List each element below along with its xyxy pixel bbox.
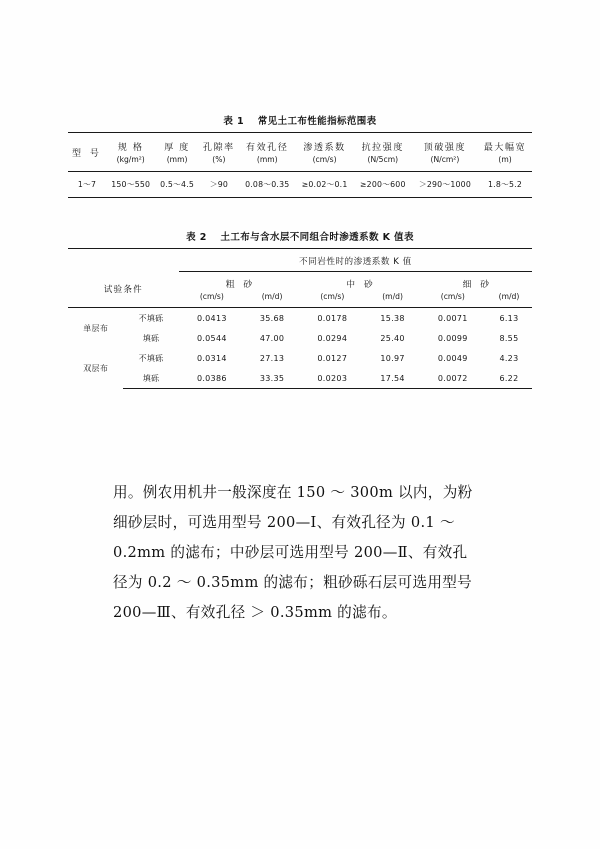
table2-unit-coarse-md: (m/d) bbox=[261, 292, 283, 301]
table1-cell-spec: 150～550 bbox=[106, 172, 156, 198]
table1-cell-pore-size: 0.08～0.35 bbox=[239, 172, 295, 198]
table1-block bbox=[68, 113, 532, 198]
table2-cell: 0.0314 bbox=[196, 353, 227, 363]
table1-header-permeability: 渗透系数 bbox=[295, 133, 353, 155]
table2-unit-medium-md: (m/d) bbox=[382, 292, 403, 301]
table2-cell: 0.0203 bbox=[299, 368, 365, 389]
table-row bbox=[68, 308, 532, 329]
table2-cell: 33.35 bbox=[245, 368, 299, 389]
table2-caption-number: 表 2 bbox=[186, 232, 207, 243]
table1-unit-permeability: (cm/s) bbox=[312, 155, 337, 164]
table2-cell: 0.0072 bbox=[420, 368, 486, 389]
table-row bbox=[68, 368, 532, 389]
table2-cell: 0.0386 bbox=[179, 368, 245, 389]
table1-unit-tensile: (N/5cm) bbox=[367, 155, 399, 164]
table2-cell: 27.13 bbox=[259, 353, 285, 363]
table1-header-burst: 顶破强度 bbox=[412, 133, 478, 155]
table2-sublabel: 填砾 bbox=[142, 333, 160, 343]
table1-header-type: 型 号 bbox=[68, 133, 106, 172]
body-line: 200—Ⅲ、有效孔径 ＞ 0.35mm 的滤布。 bbox=[113, 604, 397, 621]
table2-group-title-row bbox=[68, 249, 532, 272]
body-line: 0.2mm 的滤布；中砂层可选用型号 200—Ⅱ、有效孔 bbox=[113, 544, 468, 561]
table2-header-fine-sand: 细 砂 bbox=[420, 272, 532, 292]
table2-cell: 0.0294 bbox=[317, 333, 348, 343]
table1-header-pore-size: 有效孔径 bbox=[239, 133, 295, 155]
table2-cell: 0.0099 bbox=[437, 333, 468, 343]
table2-unit-fine-cms: (cm/s) bbox=[440, 292, 465, 301]
table2-caption bbox=[68, 229, 532, 243]
table2-header-condition: 试验条件 bbox=[103, 285, 143, 296]
table2-cell: 35.68 bbox=[245, 308, 299, 329]
table1-cell-burst: ＞290～1000 bbox=[412, 172, 478, 198]
table1-cell-permeability: ≥0.02～0.1 bbox=[295, 172, 353, 198]
table2-unit-coarse-cms: (cm/s) bbox=[199, 292, 224, 301]
table2-sublabel: 不填砾 bbox=[123, 308, 178, 329]
table1-cell-type: 1～7 bbox=[68, 172, 106, 198]
table1-unit-width: (m) bbox=[498, 155, 512, 164]
table2-header-medium-sand: 中 砂 bbox=[299, 272, 419, 292]
body-line: 细砂层时，可选用型号 200—Ⅰ、有效孔径为 0.1 ～ bbox=[113, 514, 455, 531]
table2-cell: 0.0071 bbox=[420, 308, 486, 329]
table2-group-title-spacer bbox=[68, 249, 179, 272]
table1-header-porosity: 孔隙率 bbox=[199, 133, 239, 155]
table2-sublabel: 不填砾 bbox=[138, 353, 164, 363]
body-line: 用。例农用机井一般深度在 150 ～ 300m 以内，为粉 bbox=[113, 484, 473, 501]
table2-cell: 15.38 bbox=[365, 308, 419, 329]
table1-header-unit-row bbox=[68, 154, 532, 172]
table1-caption bbox=[68, 113, 532, 127]
table2-cell: 6.13 bbox=[486, 308, 532, 329]
table2-cell: 8.55 bbox=[499, 333, 519, 343]
table2-block bbox=[68, 229, 532, 389]
table2-header-coarse-sand: 粗 砂 bbox=[179, 272, 299, 292]
table2-cell: 17.54 bbox=[365, 368, 419, 389]
table1-unit-burst: (N/cm²) bbox=[430, 155, 460, 164]
table1-unit-pore-size: (mm) bbox=[256, 155, 278, 164]
table2-sublabel: 填砾 bbox=[123, 368, 178, 389]
table1-header-width: 最大幅宽 bbox=[478, 133, 532, 155]
table1-header-spec: 规 格 bbox=[106, 133, 156, 155]
table2-cell: 4.23 bbox=[499, 353, 519, 363]
table2-cell: 47.00 bbox=[259, 333, 285, 343]
table2-caption-text: 土工布与含水层不同组合时渗透系数 K 值表 bbox=[220, 232, 414, 243]
table2-cell: 25.40 bbox=[380, 333, 405, 343]
table2-group-title: 不同岩性时的渗透系数 K 值 bbox=[179, 249, 532, 272]
table1-cell-width: 1.8～5.2 bbox=[478, 172, 532, 198]
table1-cell-porosity: ＞90 bbox=[199, 172, 239, 198]
table2-group-single-layer: 单层布 bbox=[68, 308, 123, 349]
table-row bbox=[68, 328, 532, 348]
table2-cell: 0.0049 bbox=[437, 353, 468, 363]
table2-unit-fine-md: (m/d) bbox=[498, 292, 520, 301]
table2-header-cn-row bbox=[68, 272, 532, 292]
table2-cell: 0.0127 bbox=[317, 353, 348, 363]
table-row bbox=[68, 348, 532, 368]
table1-caption-number: 表 1 bbox=[223, 116, 245, 127]
table1-header-thickness: 厚 度 bbox=[155, 133, 198, 155]
table1-cell-tensile: ≥200～600 bbox=[354, 172, 412, 198]
table1-unit-porosity: (%) bbox=[212, 155, 226, 164]
body-line: 径为 0.2 ～ 0.35mm 的滤布；粗砂砾石层可选用型号 bbox=[113, 574, 473, 591]
table1-header-cn-row bbox=[68, 133, 532, 155]
body-paragraph bbox=[113, 478, 509, 628]
table1-caption-text: 常见土工布性能指标范围表 bbox=[257, 116, 377, 127]
table2 bbox=[68, 248, 532, 389]
table2-group-double-layer: 双层布 bbox=[83, 363, 109, 373]
table1-unit-thickness: (mm) bbox=[166, 155, 188, 164]
table2-cell: 0.0544 bbox=[196, 333, 227, 343]
table2-cell: 6.22 bbox=[486, 368, 532, 389]
table2-unit-medium-cms: (cm/s) bbox=[320, 292, 345, 301]
table1-cell-thickness: 0.5～4.5 bbox=[155, 172, 198, 198]
table-row bbox=[68, 172, 532, 198]
table1 bbox=[68, 132, 532, 198]
table1-unit-spec: (kg/m²) bbox=[116, 155, 145, 164]
table2-cell: 0.0413 bbox=[179, 308, 245, 329]
table1-header-tensile: 抗拉强度 bbox=[354, 133, 412, 155]
table2-cell: 0.0178 bbox=[299, 308, 365, 329]
table2-cell: 10.97 bbox=[380, 353, 405, 363]
